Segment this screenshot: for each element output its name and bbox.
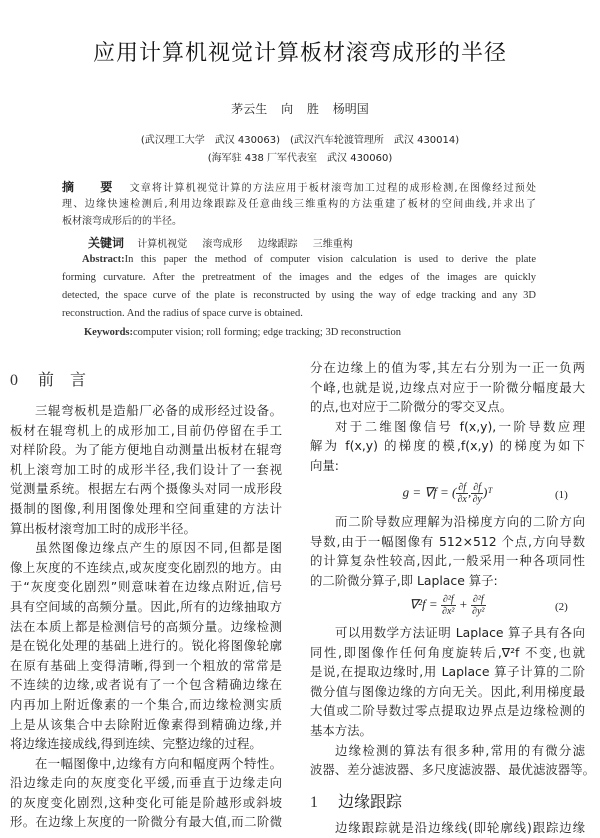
eq-lhs: ∇²f = [409, 596, 441, 612]
equation-number: (2) [555, 601, 568, 613]
text-line: 虽然图像边缘点产生的原因不同,但都是图 [35, 540, 282, 556]
text-line: 而二阶导数应理解为沿梯度方向的二阶方向 [335, 514, 585, 529]
keyword: 计算机视觉 [137, 239, 188, 250]
text-line: 个峰,也就是说,边缘点对应于一阶微分幅度最大 [310, 379, 585, 395]
affiliation: (海军驻 438 厂军代表室 武汉 430060) [207, 153, 393, 164]
text-line: 向量: [310, 457, 339, 473]
text-line: 的点,也对应于二阶微分的零交叉点。 [310, 399, 513, 415]
numerator: ∂²f [442, 594, 454, 605]
text-line: 三辊弯板机是造船厂必备的成形经过设备。 [35, 403, 282, 418]
text-line: 内再加上附近像素的一个集合,而边缘检测实质 [10, 696, 282, 712]
fraction [456, 482, 468, 505]
plus-sign: + [455, 596, 471, 612]
text-line: 的计算复杂性较高,因此,一般采用一种各项同性 [310, 553, 585, 569]
abstract-line: 文章将计算机视觉计算的方法应用于板材滚弯加工过程的成形检测,在图像经过预处 [129, 183, 536, 194]
abstract-en-label: Abstract: [82, 254, 125, 265]
equation-number: (1) [555, 489, 568, 501]
abstract-line: In this paper the method of computer vision calculation is used to derive the plate [124, 254, 536, 265]
denominator: ∂y² [472, 606, 485, 617]
text-line: 对样阶段。为了能方便地自动测量出板材在辊弯 [10, 442, 282, 458]
affiliation: (武汉理工大学 武汉 430063) (武汉汽车轮渡管理所 武汉 430014) [140, 135, 460, 146]
abstract-line: reconstruction. And the radius of space curve is obtained. [62, 308, 303, 319]
numerator: ∂²f [472, 594, 484, 605]
text-line: 法在本质上都是检测信号的高频分量。边缘检测 [10, 618, 282, 634]
text-line: 上是从该集合中去除附近像素得到精确边缘,并 [10, 716, 282, 732]
text-line: 分在边缘上的值为零,其左右分别为一正一负两 [310, 360, 585, 375]
text-line: 像上灰度的不连续点,或灰度变化剧烈的地方。由 [10, 559, 282, 575]
abstract-line: detected, the space curve of the plate is reconstructed by using the way of edge tracking and any 3D [62, 290, 536, 301]
abstract-line: 板材滚弯成形后的的半径。 [62, 216, 182, 227]
text-line: 微分值与图像边缘的方向无关。因此,利用梯度最 [310, 683, 585, 699]
abstract-cn [62, 179, 536, 230]
equation-1: g = ∇f = ( $\frac{\partial f}{\partial x}$ , $\frac{\partial f}{\partial y}$ )ᵀ [402, 482, 493, 505]
right-column-mid [310, 512, 585, 590]
keyword: 三维重构 [312, 239, 353, 250]
text-line: 沿边缘走向的灰度变化平缓,而垂直于边缘走向 [10, 775, 282, 791]
keywords-cn [88, 234, 365, 251]
right-column-bottom [310, 818, 585, 838]
author: 茅云生 [231, 102, 268, 116]
keywords-en-label: Keywords: [84, 327, 133, 338]
keyword: 边缘跟踪 [257, 239, 298, 250]
numerator: ∂f [458, 482, 467, 493]
abstract-en [62, 251, 536, 323]
keywords-en-text: computer vision; roll forming; edge tracking; 3D reconstruction [133, 327, 401, 338]
fraction [471, 482, 483, 505]
denominator: ∂x² [442, 606, 455, 617]
fraction [471, 594, 486, 617]
text-line: 将边缘连接成线,得到连续、完整边缘的过程。 [10, 736, 262, 752]
section-number: 1 [310, 794, 318, 811]
text-line: 机上滚弯加工时的成形半径,我们设计了一套视 [10, 461, 282, 477]
section-heading-1 [310, 792, 402, 813]
abstract-label: 摘 要 [62, 180, 120, 194]
section-title: 边缘跟踪 [338, 792, 403, 811]
authors [0, 100, 600, 117]
text-line: 具有空间域的高频分量。因此,所有的边缘抽取方 [10, 598, 282, 614]
fraction [441, 594, 456, 617]
eq-rhs: )ᵀ [483, 484, 493, 500]
text-line: 导数,由于一幅图像有 512×512 个点,方向导数 [310, 533, 585, 549]
section-heading-0 [10, 370, 86, 391]
text-line: 边缘检测的算法有很多种,常用的有微分滤 [335, 742, 585, 758]
author: 向 胜 [281, 102, 319, 116]
denominator: ∂y [472, 494, 482, 505]
text-line: 觉测量系统。根据左右两个摄像头对同一成形段 [10, 481, 282, 497]
text-line: 的灰度变化剧烈,这种变化可能是阶越形或斜坡 [10, 794, 282, 810]
abstract-line: 理、边缘快速检测后,利用边缘跟踪及任意曲线三维重构的方法重建了板材的空间曲线,并求出了 [62, 199, 536, 210]
text-line: 形。在边缘上灰度的一阶微分有最大值,而二阶微 [10, 814, 282, 830]
text-line: 在原有基础上变得清晰,得到一个粗放的常常是 [10, 657, 282, 673]
text-line: 同性,即图像作任何角度旋转后,∇²f 不变,也就 [310, 644, 585, 660]
text-line: 大值或二阶导数过零点提取边界点是边缘检测的 [310, 703, 585, 719]
equation-2 [310, 594, 585, 617]
numerator: ∂f [473, 482, 482, 493]
text-line: 对于二维图像信号 f(x,y),一阶导数应理 [335, 418, 585, 434]
text-line: 解为 f(x,y) 的梯度的模,f(x,y) 的梯度为如下 [310, 438, 585, 454]
text-line: 波器、差分滤波器、多尺度滤波器、最优滤波器等。 [310, 762, 595, 778]
text-line: 基本方法。 [310, 722, 372, 738]
text-line: 算出板材滚弯加工时的成形半径。 [10, 520, 196, 536]
text-line: 板材在辊弯机上的成形加工,目前仍停留在手工 [10, 422, 282, 438]
section-number: 0 [10, 372, 18, 389]
keywords-label: 关键词 [88, 236, 125, 250]
denominator: ∂x [457, 494, 467, 505]
right-column-lower [310, 623, 595, 780]
text-line: 是说,在提取边缘时,用 Laplace 算子计算的二阶 [310, 664, 585, 680]
text-line: 的二阶微分算子,即 Laplace 算子: [310, 572, 498, 588]
text-line: 摄制的图像,利用图像处理和空间重建的方法计 [10, 500, 282, 516]
right-column-top [310, 358, 585, 476]
eq-lhs: g = ∇f = ( [402, 484, 457, 500]
author: 杨明国 [332, 102, 369, 116]
text-line: 边缘跟踪就是沿边缘线(即轮廓线)跟踪边缘 [335, 820, 585, 835]
text-line: 是在锐化处理的基础上进行的。锐化将图像轮廓 [10, 638, 282, 654]
abstract-line: forming curvature. After the pretreatment of the images and the edges of the images are quickly [62, 272, 536, 283]
paper-title: 应用计算机视觉计算板材滚弯成形的半径 [92, 41, 507, 66]
text-line: 在一幅图像中,边缘有方向和幅度两个特性。 [35, 755, 282, 771]
left-column-body [10, 401, 282, 832]
keyword: 滚弯成形 [202, 239, 243, 250]
text-line: 于“灰度变化剧烈”则意味着在边缘点附近,信号 [10, 579, 282, 595]
text-line: 不连续的边缘,或者说有了一个包含精确边缘在 [10, 677, 282, 693]
keywords-en [84, 326, 401, 340]
text-line: 可以用数学方法证明 Laplace 算子具有各向 [335, 625, 585, 640]
section-title: 前 言 [38, 370, 87, 389]
